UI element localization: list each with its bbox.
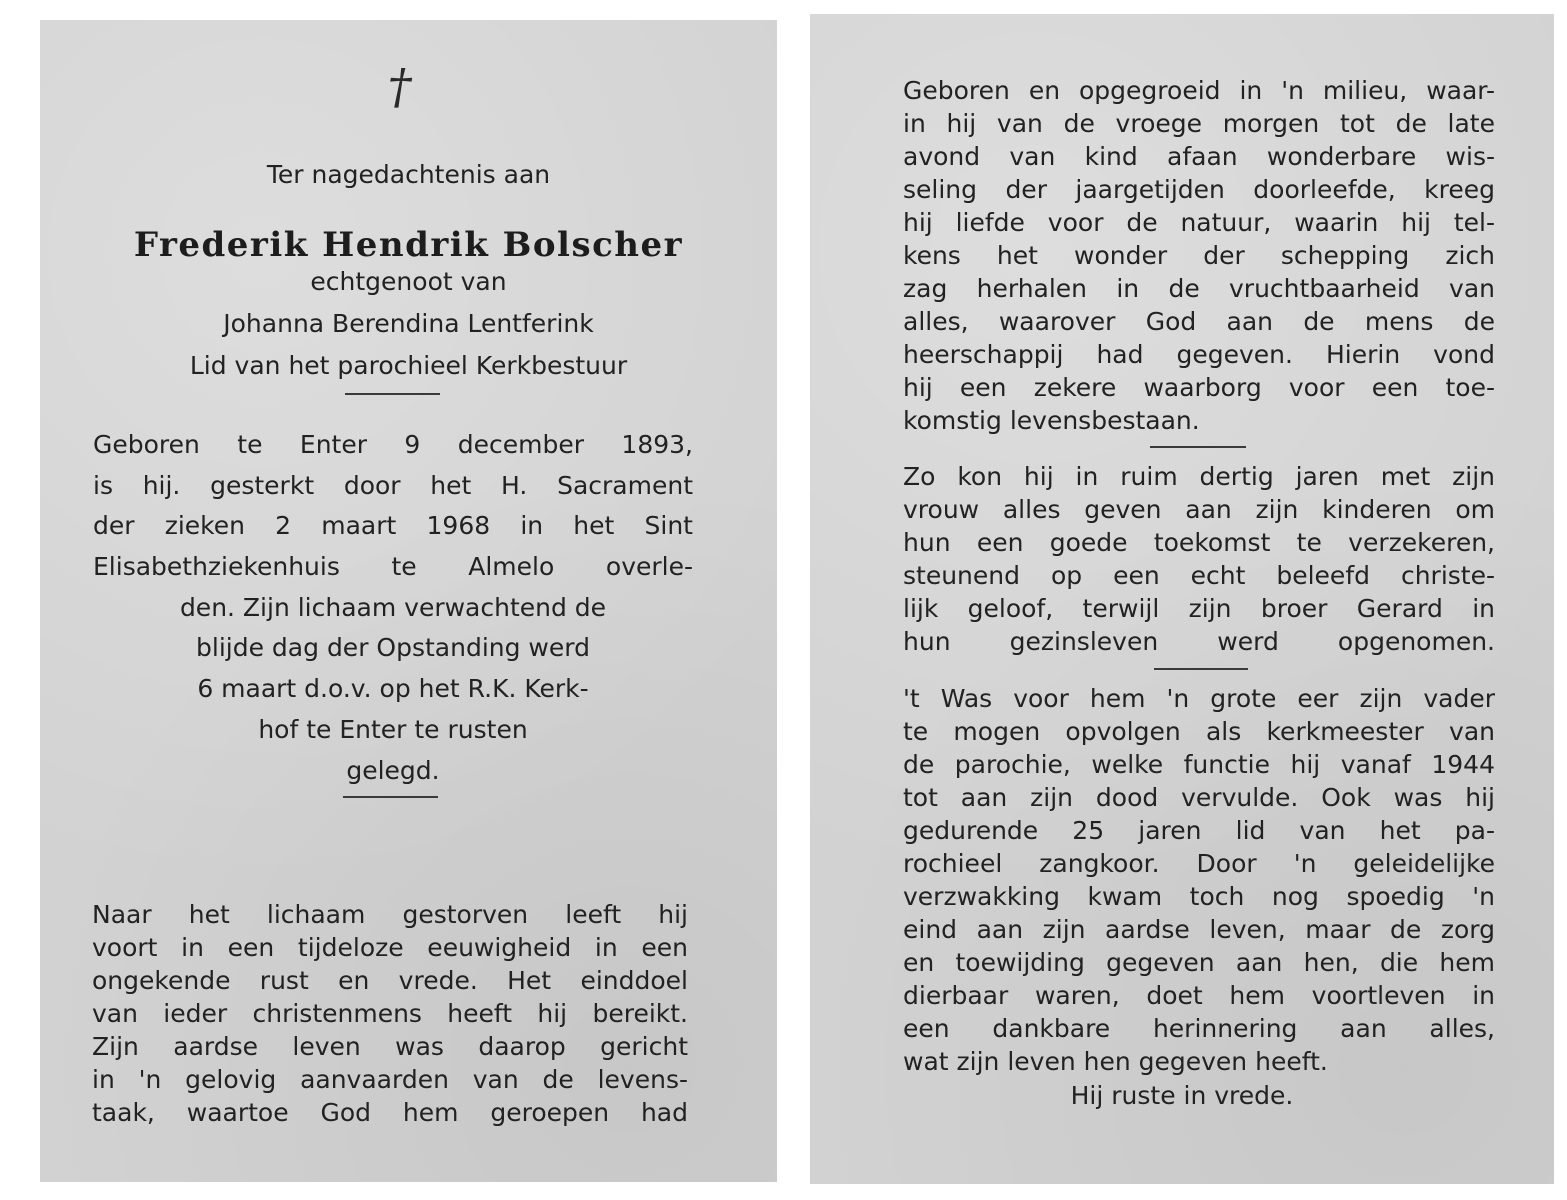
text-line: alles, waarover God aan de mens de — [903, 307, 1495, 336]
text-line: vrouw alles geven aan zijn kinderen om — [903, 495, 1495, 524]
text-line: Elisabethziekenhuis te Almelo overle- — [93, 552, 693, 582]
nature-paragraph — [903, 74, 1495, 437]
text-line: hun een goede toekomst te verzekeren, — [903, 528, 1495, 557]
text-line: en toewijding gegeven aan hen, die hem — [903, 948, 1495, 977]
text-line: rochieel zangkoor. Door 'n geleidelijke — [903, 849, 1495, 878]
spouse-name: Johanna Berendina Lentferink — [223, 309, 594, 338]
text-line: den. Zijn lichaam verwachtend de — [179, 592, 607, 622]
text-line: de parochie, welke functie hij vanaf 1944 — [903, 750, 1495, 779]
memorial-card-left — [40, 20, 777, 1182]
role-text: Lid van het parochieel Kerkbestuur — [189, 351, 628, 380]
text-line: hun gezinsleven werd opgenomen. — [903, 627, 1495, 656]
family-paragraph — [903, 460, 1495, 658]
text-line: Zijn aardse leven was daarop gericht — [92, 1032, 688, 1061]
divider — [345, 393, 440, 395]
text-line: 6 maart d.o.v. op het R.K. Kerk- — [197, 674, 589, 704]
text-line: der zieken 2 maart 1968 in het Sint — [93, 511, 693, 541]
text-line: steunend op een echt beleefd christe- — [903, 561, 1495, 590]
text-line: Zo kon hij in ruim dertig jaren met zijn — [903, 462, 1495, 491]
text-line: een dankbare herinnering aan alles, — [903, 1014, 1495, 1043]
parish-paragraph — [903, 682, 1495, 1078]
deceased-name: Frederik Hendrik Bolscher — [133, 225, 684, 265]
text-line: hij een zekere waarborg voor een toe- — [903, 373, 1495, 402]
text-line: is hij. gesterkt door het H. Sacrament — [93, 470, 693, 500]
closing-blessing: Hij ruste in vrede. — [1070, 1081, 1294, 1110]
text-line: dierbaar waren, doet hem voortleven in — [903, 981, 1495, 1010]
text-line: Geboren en opgegroeid in 'n milieu, waar- — [903, 76, 1495, 105]
text-line: van ieder christenmens heeft hij bereikt. — [92, 999, 688, 1028]
text-line: gelegd. — [346, 755, 440, 785]
text-line: hof te Enter te rusten — [258, 714, 528, 744]
spouse-label: echtgenoot van — [310, 267, 507, 296]
memorial-intro: Ter nagedachtenis aan — [266, 160, 551, 189]
text-line: te mogen opvolgen als kerkmeester van — [903, 717, 1495, 746]
text-line: 't Was voor hem 'n grote eer zijn vader — [903, 684, 1495, 713]
text-line: gedurende 25 jaren lid van het pa- — [903, 816, 1495, 845]
text-line: ongekende rust en vrede. Het einddoel — [92, 966, 688, 995]
text-line: in hij van de vroege morgen tot de late — [903, 109, 1495, 138]
reflection-paragraph — [92, 898, 688, 1129]
text-line: in 'n gelovig aanvaarden van de levens- — [92, 1065, 688, 1094]
text-line: seling der jaargetijden doorleefde, kreeg — [903, 175, 1495, 204]
text-line: wat zijn leven hen gegeven heeft. — [903, 1047, 1328, 1076]
text-line: Geboren te Enter 9 december 1893, — [93, 430, 693, 459]
text-line: Naar het lichaam gestorven leeft hij — [92, 900, 688, 929]
text-line: voort in een tijdeloze eeuwigheid in een — [92, 933, 688, 962]
text-line: komstig levensbestaan. — [903, 406, 1200, 435]
cross-icon: † — [383, 59, 417, 115]
text-line: heerschappij had gegeven. Hierin vond — [903, 340, 1495, 369]
divider — [1150, 446, 1246, 448]
divider — [343, 796, 438, 798]
text-line: zag herhalen in de vruchtbaarheid van — [903, 274, 1495, 303]
text-line: blijde dag der Opstanding werd — [196, 633, 590, 663]
birth-death-paragraph — [93, 425, 693, 791]
divider — [1154, 668, 1248, 670]
text-line: tot aan zijn dood vervulde. Ook was hij — [903, 783, 1495, 812]
text-line: verzwakking kwam toch nog spoedig 'n — [903, 882, 1495, 911]
text-line: avond van kind afaan wonderbare wis- — [903, 142, 1495, 171]
text-line: eind aan zijn aardse leven, maar de zorg — [903, 915, 1495, 944]
text-line: kens het wonder der schepping zich — [903, 241, 1495, 270]
text-line: taak, waartoe God hem geroepen had — [92, 1098, 688, 1127]
text-line: hij liefde voor de natuur, waarin hij tel- — [903, 208, 1495, 237]
text-line: lijk geloof, terwijl zijn broer Gerard in — [903, 594, 1495, 623]
memorial-card-right — [810, 14, 1554, 1184]
